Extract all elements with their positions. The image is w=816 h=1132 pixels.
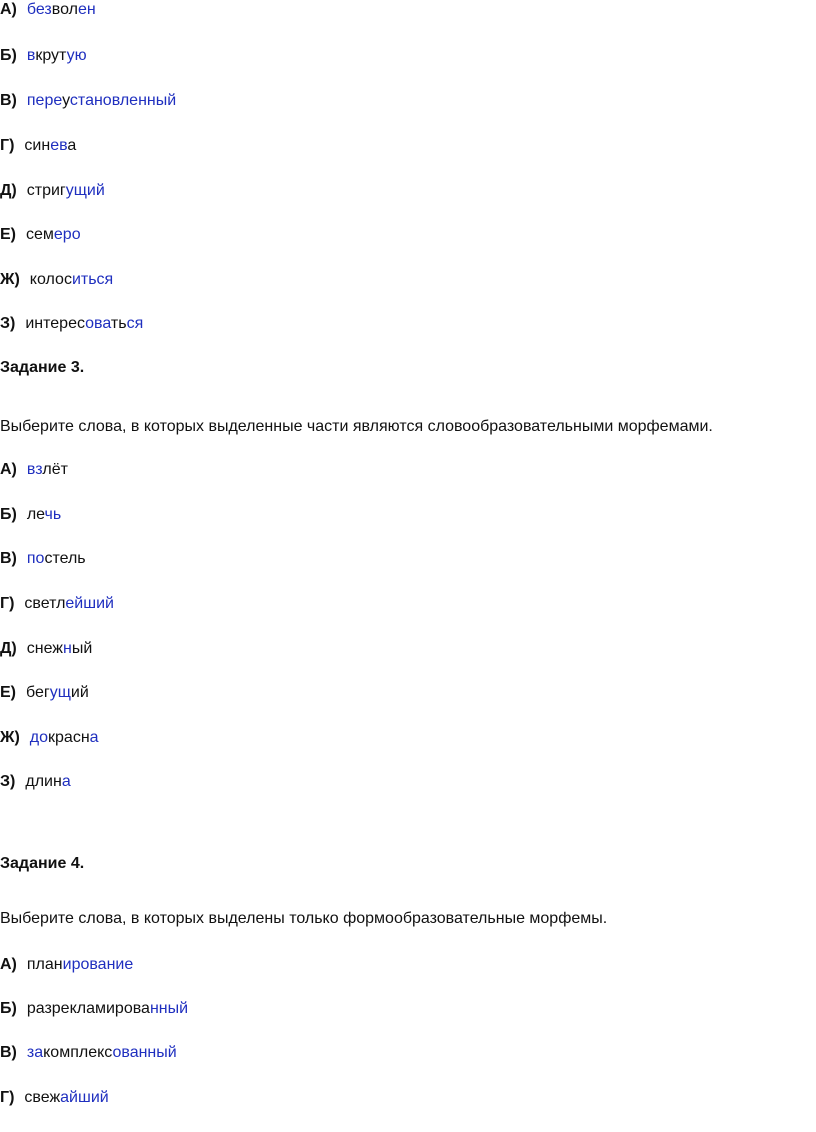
- option-word: [24, 137, 76, 154]
- highlighted-morpheme: ановленный: [85, 92, 177, 109]
- option-word: [27, 956, 133, 973]
- task4-option-4: [0, 1088, 109, 1108]
- option-word: [30, 271, 113, 288]
- option-label: В): [0, 550, 17, 567]
- option-word: [27, 550, 86, 567]
- task3-option-1: [0, 460, 68, 480]
- task4-heading: Задание 4.: [0, 855, 85, 872]
- option-label: З): [0, 773, 16, 790]
- word-part: снеж: [26, 640, 63, 657]
- option-label: Г): [0, 1089, 15, 1106]
- highlighted-morpheme: до: [29, 729, 49, 746]
- option-word: [27, 461, 68, 478]
- highlighted-morpheme: ова: [85, 315, 111, 332]
- task3-option-3: [0, 549, 86, 569]
- task3-option-7: [0, 728, 99, 748]
- word-part: светл: [24, 595, 66, 612]
- task4-option-3: [0, 1043, 177, 1063]
- word-part: комплекс: [43, 1044, 113, 1061]
- highlighted-morpheme: чь: [44, 506, 62, 523]
- option-word: [27, 92, 176, 109]
- highlighted-morpheme: вз: [26, 461, 43, 478]
- option-label: Г): [0, 137, 15, 154]
- block1-option-4: [0, 136, 76, 156]
- block1-option-2: [0, 46, 87, 66]
- option-word: [25, 315, 143, 332]
- highlighted-morpheme: нный: [149, 1000, 189, 1017]
- word-part: ый: [71, 640, 93, 657]
- word-part: ть: [110, 315, 127, 332]
- task4-option-2: [0, 999, 188, 1019]
- word-part: свеж: [24, 1089, 61, 1106]
- word-part: сем: [26, 226, 54, 243]
- option-label: Ж): [0, 729, 20, 746]
- word-part: а: [67, 137, 77, 154]
- block1-option-6: [0, 225, 81, 245]
- word-part: у: [62, 92, 70, 109]
- task3-option-5: [0, 639, 92, 659]
- highlighted-morpheme: ст: [69, 92, 86, 109]
- option-label: Б): [0, 47, 17, 64]
- task3-heading: Задание 3.: [0, 359, 85, 376]
- word-part: красн: [48, 729, 90, 746]
- word-part: стель: [44, 550, 86, 567]
- highlighted-morpheme: пере: [26, 92, 63, 109]
- option-word: [27, 182, 105, 199]
- word-part: син: [24, 137, 51, 154]
- option-label: А): [0, 956, 17, 973]
- option-word: [30, 729, 99, 746]
- highlighted-morpheme: ущ: [49, 684, 71, 701]
- task4-option-1: [0, 955, 133, 975]
- option-word: [27, 640, 93, 657]
- option-word: [27, 1000, 188, 1017]
- word-part: лёт: [42, 461, 68, 478]
- word-part: бег: [26, 684, 50, 701]
- block1-option-5: [0, 181, 105, 201]
- word-part: стриг: [26, 182, 66, 199]
- task3-option-2: [0, 505, 61, 525]
- task3-option-8: [0, 772, 71, 792]
- highlighted-morpheme: ую: [66, 47, 87, 64]
- option-label: Е): [0, 226, 16, 243]
- task3-instruction: Выберите слова, в которых выделенные части являются словообразовательными морфемами.: [0, 418, 713, 435]
- highlighted-morpheme: иться: [71, 271, 114, 288]
- highlighted-morpheme: ен: [77, 1, 96, 18]
- task3-option-4: [0, 594, 114, 614]
- option-label: Д): [0, 182, 17, 199]
- highlighted-morpheme: а: [61, 773, 71, 790]
- option-word: [27, 506, 61, 523]
- word-part: интерес: [25, 315, 86, 332]
- word-part: крут: [35, 47, 67, 64]
- task3-option-6: [0, 683, 89, 703]
- block1-option-1: [0, 0, 96, 20]
- option-word: [24, 1089, 108, 1106]
- word-part: вол: [51, 1, 78, 18]
- option-word: [24, 595, 114, 612]
- option-label: А): [0, 461, 17, 478]
- word-part: колос: [29, 271, 72, 288]
- highlighted-morpheme: ейший: [65, 595, 114, 612]
- task4-instruction: Выберите слова, в которых выделены только формообразовательные морфемы.: [0, 910, 608, 927]
- highlighted-morpheme: по: [26, 550, 45, 567]
- option-label: Е): [0, 684, 16, 701]
- highlighted-morpheme: ущий: [65, 182, 105, 199]
- block1-option-3: [0, 91, 176, 111]
- option-label: Б): [0, 506, 17, 523]
- option-label: В): [0, 1044, 17, 1061]
- highlighted-morpheme: н: [63, 640, 72, 657]
- option-word: [27, 47, 87, 64]
- option-label: А): [0, 1, 17, 18]
- highlighted-morpheme: айший: [60, 1089, 109, 1106]
- highlighted-morpheme: ирование: [62, 956, 134, 973]
- option-label: Г): [0, 595, 15, 612]
- word-part: разрекламирова: [26, 1000, 150, 1017]
- highlighted-morpheme: ованный: [112, 1044, 177, 1061]
- highlighted-morpheme: ев: [50, 137, 68, 154]
- block1-option-8: [0, 314, 143, 334]
- option-word: [27, 1044, 177, 1061]
- highlighted-morpheme: за: [26, 1044, 44, 1061]
- option-label: Ж): [0, 271, 20, 288]
- option-label: В): [0, 92, 17, 109]
- word-part: ле: [26, 506, 45, 523]
- word-part: длин: [25, 773, 62, 790]
- option-word: [25, 773, 70, 790]
- highlighted-morpheme: без: [26, 1, 52, 18]
- option-word: [26, 226, 81, 243]
- block1-option-7: [0, 270, 113, 290]
- highlighted-morpheme: а: [89, 729, 99, 746]
- highlighted-morpheme: ся: [126, 315, 144, 332]
- highlighted-morpheme: еро: [53, 226, 81, 243]
- highlighted-morpheme: в: [26, 47, 36, 64]
- word-part: ий: [70, 684, 89, 701]
- option-label: Д): [0, 640, 17, 657]
- option-word: [27, 1, 96, 18]
- word-part: план: [26, 956, 63, 973]
- option-word: [26, 684, 89, 701]
- option-label: З): [0, 315, 16, 332]
- option-label: Б): [0, 1000, 17, 1017]
